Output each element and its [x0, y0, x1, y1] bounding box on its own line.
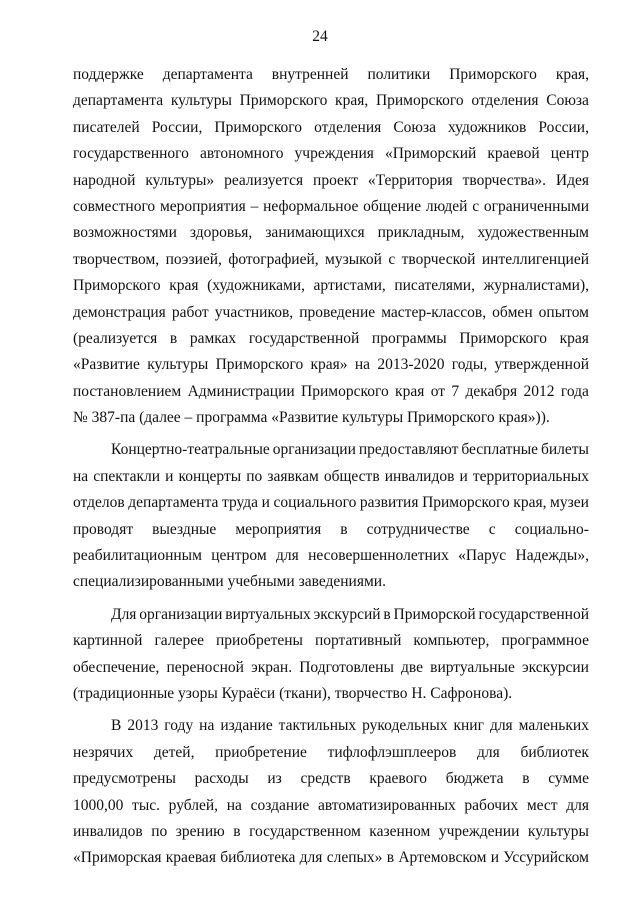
word: внутренней	[271, 66, 349, 83]
word: Приморского	[239, 92, 328, 110]
word: виртуальные	[430, 658, 515, 676]
text-line	[73, 379, 589, 405]
paragraph-2	[73, 437, 589, 595]
text-line	[73, 326, 589, 352]
text-line	[73, 740, 589, 766]
word: «Приморская	[73, 849, 162, 867]
word: писателей	[73, 118, 140, 136]
word: проводят	[73, 520, 134, 538]
word: реализуется	[224, 171, 304, 189]
word: расходы	[194, 770, 249, 788]
word: сотрудничестве	[366, 520, 470, 538]
word: рублей,	[168, 796, 219, 814]
word: «Парус	[458, 547, 507, 565]
word: детей,	[153, 743, 195, 761]
word: края,	[555, 66, 589, 83]
word: на	[354, 356, 371, 374]
word: отделов	[73, 494, 125, 512]
text-line	[73, 766, 589, 792]
word: для	[299, 849, 323, 867]
word: сумме	[548, 770, 589, 788]
word: –	[250, 197, 259, 215]
word: незрячих	[73, 743, 134, 761]
word: культуры	[147, 356, 209, 374]
word: краевого	[369, 770, 428, 788]
word: и	[261, 494, 270, 512]
word: казенном	[369, 822, 431, 840]
word: края	[395, 382, 425, 400]
word: Артемовском	[398, 849, 487, 867]
word: библиотек	[520, 743, 589, 761]
word: департамента	[162, 66, 253, 83]
text-line	[73, 220, 589, 246]
word: социального	[273, 494, 357, 512]
word: компьютер,	[413, 632, 490, 650]
word: мероприятия	[235, 520, 322, 538]
word: библиотека	[220, 849, 296, 867]
word: отделения	[314, 118, 382, 136]
word: государственном	[249, 822, 361, 840]
word: экран.	[251, 658, 293, 676]
text-line	[73, 168, 589, 194]
word: мест	[526, 796, 558, 814]
word: 2012	[523, 382, 555, 400]
word: мастер-классов,	[381, 303, 487, 321]
paragraph-3	[73, 602, 589, 708]
word: обмен	[492, 303, 533, 321]
word: интеллигенцией	[481, 250, 589, 268]
word: в	[233, 822, 241, 840]
word: две	[401, 658, 424, 676]
word: года	[560, 382, 589, 400]
word: художников	[448, 118, 527, 136]
word: автоматизированных	[317, 796, 456, 814]
word: организации	[139, 605, 223, 623]
word: 2013-2020	[377, 356, 445, 374]
text-line	[73, 62, 589, 88]
text-line	[73, 819, 589, 845]
word: средств	[300, 770, 351, 788]
text-line	[73, 300, 589, 326]
word: культуры»	[145, 171, 215, 189]
word: края»	[310, 356, 348, 374]
text-line	[73, 352, 589, 378]
word: творческой	[401, 250, 476, 268]
text-line	[73, 141, 589, 167]
word: Приморского	[449, 66, 537, 83]
word: в	[340, 520, 348, 538]
text-line	[73, 88, 589, 114]
word: обеспечение,	[73, 658, 160, 676]
word: бесплатные	[461, 441, 539, 459]
word: Подготовлены	[299, 658, 394, 676]
text-line	[73, 437, 589, 463]
word: в	[386, 849, 395, 867]
word: с	[472, 197, 480, 215]
word: проведение	[299, 303, 376, 321]
word: и	[459, 467, 468, 485]
word: тыс.	[132, 796, 160, 814]
word: в	[522, 770, 530, 788]
word: проект	[313, 171, 358, 189]
word: Надежды»,	[515, 547, 589, 565]
text-line	[73, 628, 589, 654]
paragraph-1	[73, 62, 589, 431]
word: годы,	[451, 356, 488, 374]
word: «Приморский	[384, 145, 477, 163]
word: билеты	[540, 441, 589, 459]
text-line	[73, 115, 589, 141]
word: ограниченными	[483, 197, 589, 215]
word: мероприятия	[159, 197, 246, 215]
word: края	[559, 329, 589, 347]
word: Приморского	[73, 277, 161, 295]
word: общение	[363, 197, 422, 215]
word: Уссурийском	[503, 849, 589, 867]
word: центром	[211, 547, 267, 565]
word: культуры	[170, 92, 232, 110]
word: совместного	[73, 197, 156, 215]
word: маленьких	[518, 717, 589, 735]
word: художественным	[477, 224, 589, 242]
text-line: специализированными учебными заведениями.	[73, 573, 386, 591]
word: людей	[425, 197, 468, 215]
word: Для	[111, 605, 137, 623]
word: несовершеннолетних	[308, 547, 449, 565]
word: Приморского	[422, 494, 510, 512]
word: программы	[371, 329, 447, 347]
word: приобретение	[215, 743, 307, 761]
word: социально-	[514, 520, 589, 538]
word: галерее	[154, 632, 204, 650]
word: реабилитационным	[73, 547, 202, 565]
word: обществ	[323, 467, 380, 485]
word: 1000,00	[73, 796, 124, 814]
word: демонстрация	[73, 303, 166, 321]
word: поддержке	[73, 66, 144, 83]
word: Приморской	[393, 605, 476, 623]
word: рамках	[189, 329, 237, 347]
word: Идея	[555, 171, 589, 189]
word: фотографией,	[228, 250, 319, 268]
word: Администрации	[187, 382, 295, 400]
text-line: (традиционные узоры Кураёси (ткани), творчество Н. Сафронова).	[73, 684, 513, 702]
document-body	[73, 62, 589, 872]
word: на	[73, 467, 89, 485]
word: участников,	[214, 303, 294, 321]
word: и	[490, 849, 499, 867]
word: края,	[513, 494, 547, 512]
word: работ	[171, 303, 209, 321]
word: в	[383, 605, 391, 623]
word: издание	[220, 717, 273, 735]
word: году	[164, 717, 194, 735]
word: тифлофлэшплееров	[327, 743, 457, 761]
word: от	[430, 382, 446, 400]
word: музеи	[550, 494, 589, 512]
word: культуры	[527, 822, 589, 840]
word: предусмотрены	[73, 770, 176, 788]
word: краевой	[487, 145, 540, 163]
word: учреждения	[294, 145, 374, 163]
word: для	[566, 796, 589, 814]
text-line	[73, 194, 589, 220]
word: возможностями	[73, 224, 177, 242]
word: рабочих	[464, 796, 519, 814]
word: Приморского	[215, 356, 304, 374]
word: «Развитие	[73, 356, 140, 374]
word: артистами,	[313, 277, 386, 295]
word: в	[169, 329, 178, 347]
word: бюджета	[445, 770, 504, 788]
word: государственной	[248, 329, 360, 347]
word: концерты	[178, 467, 242, 485]
word: картинной	[73, 632, 143, 650]
word: писателями,	[394, 277, 475, 295]
text-line	[73, 845, 589, 871]
word: зрению	[175, 822, 225, 840]
text-line	[73, 273, 589, 299]
word: рукодельных	[362, 717, 448, 735]
word: труда	[222, 494, 259, 512]
word: по	[151, 822, 168, 840]
word: Союза	[546, 92, 589, 110]
word: тактильных	[278, 717, 357, 735]
word: на	[199, 717, 215, 735]
word: «Территория	[367, 171, 453, 189]
word: отделения	[471, 92, 539, 110]
word: журналистами),	[483, 277, 589, 295]
word: переносной	[166, 658, 244, 676]
text-line	[73, 543, 589, 569]
word: творчества».	[462, 171, 547, 189]
word: Приморского	[301, 382, 389, 400]
word: автономного	[199, 145, 284, 163]
word: России,	[538, 118, 589, 136]
word: Приморского	[459, 329, 548, 347]
word: занимающихся	[265, 224, 365, 242]
word: политики	[367, 66, 431, 83]
word: организации	[272, 441, 356, 459]
word: народной	[73, 171, 136, 189]
word: В	[111, 717, 122, 735]
word: Союза	[393, 118, 436, 136]
word: Концертно-театральные	[111, 441, 270, 459]
word: творчеством,	[73, 250, 160, 268]
word: спектакли	[93, 467, 161, 485]
word: по	[246, 467, 263, 485]
word: учреждении	[438, 822, 520, 840]
word: для	[477, 743, 500, 761]
word: опытом	[538, 303, 589, 321]
word: поэзией,	[165, 250, 222, 268]
text-line	[73, 793, 589, 819]
word: постановлением	[73, 382, 182, 400]
word: неформальное	[263, 197, 359, 215]
word: территориальных	[472, 467, 589, 485]
word: департамента	[128, 494, 219, 512]
word: виртуальных	[225, 605, 311, 623]
word: 7	[451, 382, 460, 400]
word: из	[267, 770, 282, 788]
word: Приморского	[375, 92, 464, 110]
word: России,	[151, 118, 203, 136]
word: с	[488, 520, 496, 538]
text-line	[73, 464, 589, 490]
word: инвалидов	[73, 822, 143, 840]
word: для	[276, 547, 299, 565]
word: выездные	[152, 520, 217, 538]
word: края,	[335, 92, 369, 110]
word: государственной	[478, 605, 589, 623]
paragraph-4	[73, 713, 589, 871]
word: экскурсий	[313, 605, 381, 623]
word: с	[388, 250, 396, 268]
word: портативный	[314, 632, 402, 650]
word: (художниками,	[207, 277, 305, 295]
word: 2013	[127, 717, 159, 735]
word: департамента	[73, 92, 164, 110]
word: программное	[501, 632, 589, 650]
word: заявкам	[267, 467, 319, 485]
word: и	[165, 467, 174, 485]
word: приобретены	[215, 632, 303, 650]
word: книг	[453, 717, 484, 735]
word: государственного	[73, 145, 189, 163]
text-line	[73, 713, 589, 739]
word: утвержденной	[494, 356, 589, 374]
word: центр	[550, 145, 589, 163]
word: развития	[359, 494, 419, 512]
word: слепых»	[326, 849, 383, 867]
text-line	[73, 602, 589, 628]
word: Приморского	[214, 118, 303, 136]
text-line	[73, 247, 589, 273]
word: предоставляют	[358, 441, 459, 459]
word: экскурсии	[521, 658, 589, 676]
word: на	[226, 796, 242, 814]
word: для	[489, 717, 513, 735]
page-number: 24	[312, 28, 328, 45]
text-line	[73, 517, 589, 543]
word: прикладным,	[377, 224, 465, 242]
word: инвалидов	[384, 467, 455, 485]
word: края	[169, 277, 199, 295]
text-line	[73, 490, 589, 516]
word: (реализуется	[73, 329, 158, 347]
word: создание	[250, 796, 310, 814]
text-line: № 387-па (далее – программа «Развитие культуры Приморского края»)).	[73, 409, 550, 427]
word: здоровья,	[189, 224, 253, 242]
word: декабря	[465, 382, 518, 400]
text-line	[73, 655, 589, 681]
word: музыкой	[325, 250, 382, 268]
word: краевая	[165, 849, 216, 867]
